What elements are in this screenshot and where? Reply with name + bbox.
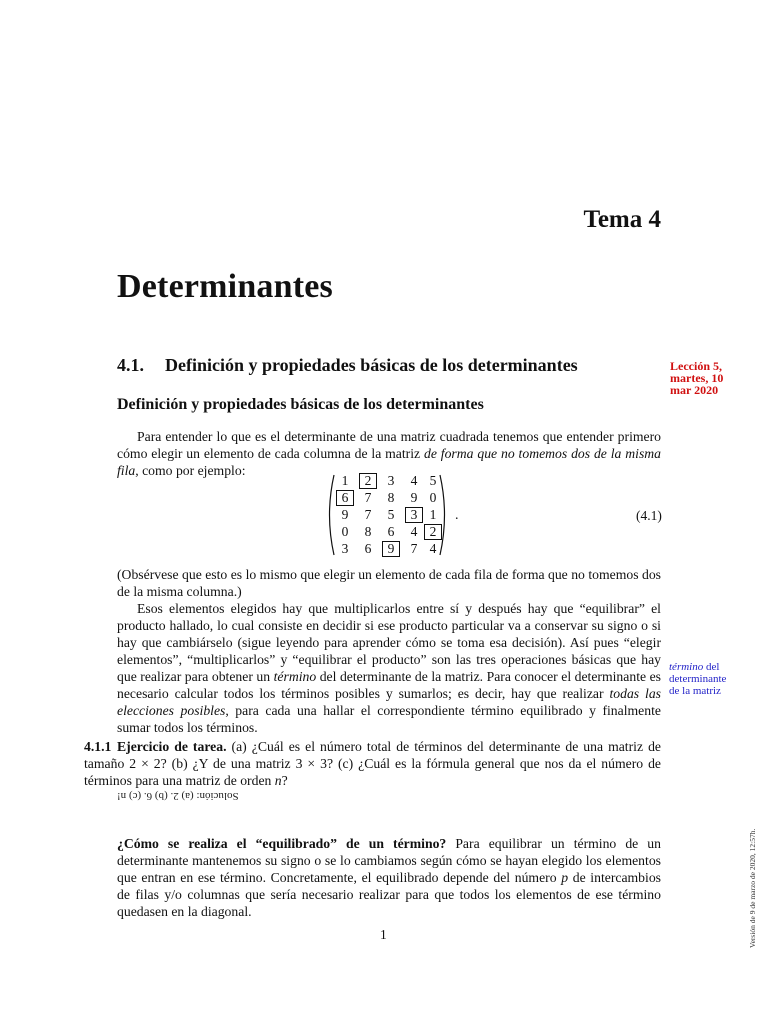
subsection-title: Definición y propiedades básicas de los determinantes <box>117 396 484 413</box>
terms-text-mid: del determinante de la matriz. Para conocer el determinante es necesario calcular todos los términos posibles y sumarlos; es decir, hay que realizar <box>117 669 661 701</box>
example-matrix <box>322 473 452 557</box>
intro-text-end: , como por ejemplo: <box>135 463 246 478</box>
matrix-cell: 4 <box>429 541 437 556</box>
intro-emphasis: de forma que no tomemos dos de la misma fila <box>117 446 662 478</box>
matrix-cell: 9 <box>410 490 418 505</box>
exercise-text: (a) ¿Cuál es el número total de términos del determinante de una matriz de tamaño 2 × 2? (b) ¿Y de una matriz 3 × 3? (c) ¿Cuál es la fórmula general que nos da el número de términos para una matriz de orden <box>84 739 661 788</box>
matrix-cell: 1 <box>341 473 349 488</box>
observation-paragraph <box>117 566 661 600</box>
equilibrado-text: Para equilibrar un término de un determinante mantenemos su signo o se lo cambiamos según cómo se hayan elegido los elementos que entran en ese término. Concretamente, el equilibrado depende del número <box>117 836 661 885</box>
matrix-cell: 3 <box>341 541 349 556</box>
equilibrado-heading: ¿Cómo se realiza el “equilibrado” de un término? <box>117 836 447 851</box>
section-title: Definición y propiedades básicas de los determinantes <box>165 355 578 375</box>
matrix-cell: 6 <box>364 541 372 556</box>
matrix-period: . <box>455 508 459 523</box>
terms-text-end: , para cada una hallar el correspondiente término equilibrado y finalmente sumar todos los términos. <box>117 703 661 735</box>
matrix-cell: 4 <box>410 524 418 539</box>
exercise-n: n <box>274 773 282 788</box>
elecciones-emphasis: todas las elecciones posibles <box>117 686 661 718</box>
exercise-title: Ejercicio de tarea. <box>117 739 227 754</box>
tema-label: Tema 4 <box>583 206 661 233</box>
matrix-cell: 0 <box>429 490 437 505</box>
termino-note-line: determinante <box>669 673 727 685</box>
matrix-cell: 5 <box>429 473 437 488</box>
matrix-cell: 3 <box>387 473 395 488</box>
matrix-cell: 6 <box>336 490 354 506</box>
matrix-cell: 6 <box>387 524 395 539</box>
lesson-margin-note <box>670 360 740 396</box>
intro-paragraph <box>117 428 661 479</box>
matrix-cell: 9 <box>382 541 400 557</box>
matrix-cell: 4 <box>410 473 418 488</box>
matrix-cell: 0 <box>341 524 349 539</box>
upside-down-solution: Solución: (a) 2. (b) 6. (c) n! <box>117 790 239 802</box>
exercise-block <box>84 738 661 789</box>
lesson-note-line: martes, 10 <box>670 371 724 385</box>
matrix-cell: 2 <box>424 524 442 540</box>
intro-text: Para entender lo que es el determinante de una matriz cuadrada tenemos que entender primero cómo elegir un elemento de cada columna de la matriz <box>117 429 661 461</box>
observation-text: (Obsérvese que esto es lo mismo que elegir un elemento de cada fila de forma que no tomemos dos de la misma columna.) <box>117 567 661 599</box>
matrix-cell: 2 <box>359 473 377 489</box>
matrix-cell: 7 <box>410 541 418 556</box>
equilibrado-p: p <box>561 870 569 885</box>
matrix-cell: 5 <box>387 507 395 522</box>
matrix-cell: 7 <box>364 507 372 522</box>
termino-note-line: de la matriz <box>669 685 721 697</box>
matrix-cell: 8 <box>387 490 395 505</box>
lesson-note-line: Lección 5, <box>670 359 722 373</box>
exercise-end: ? <box>281 773 288 788</box>
section-heading <box>117 355 657 376</box>
version-stamp: Versión de 9 de marzo de 2020, 12:57h. <box>748 828 757 948</box>
termino-note-rest: del <box>703 661 720 673</box>
lesson-note-line: mar 2020 <box>670 383 719 397</box>
terms-paragraph <box>117 600 661 736</box>
termino-emphasis: término <box>273 669 317 684</box>
termino-note-italic: término <box>669 661 704 673</box>
page-number: 1 <box>380 927 387 942</box>
matrix-cell: 7 <box>364 490 372 505</box>
section-number: 4.1. <box>117 355 144 375</box>
equation-number: (4.1) <box>636 508 662 523</box>
matrix-cell: 8 <box>364 524 372 539</box>
terms-text: Esos elementos elegidos hay que multiplicarlos entre sí y después hay que “equilibrar” el producto hallado, lo cual consiste en decidir si ese producto particular va a conservar su signo o si hay que cambiárselo (sigue leyendo para aprender cómo se toma esa decisión). Así pues “elegir elementos”, “multiplicarlos” y “equilibrar el producto” son las tres operaciones básicas que hay que realizar para obtener un <box>117 601 661 684</box>
matrix-cell: 1 <box>429 507 437 522</box>
matrix-cell: 3 <box>405 507 423 523</box>
equilibrado-paragraph <box>117 835 661 920</box>
equilibrado-text-end: de intercambios de filas y/o columnas que sería necesario realizar para que todos los elementos de ese término quedasen en la diagonal. <box>117 870 661 919</box>
termino-margin-note <box>669 661 749 697</box>
matrix-cell: 9 <box>341 507 349 522</box>
exercise-number: 4.1.1 <box>84 739 112 754</box>
chapter-title: Determinantes <box>117 268 333 305</box>
